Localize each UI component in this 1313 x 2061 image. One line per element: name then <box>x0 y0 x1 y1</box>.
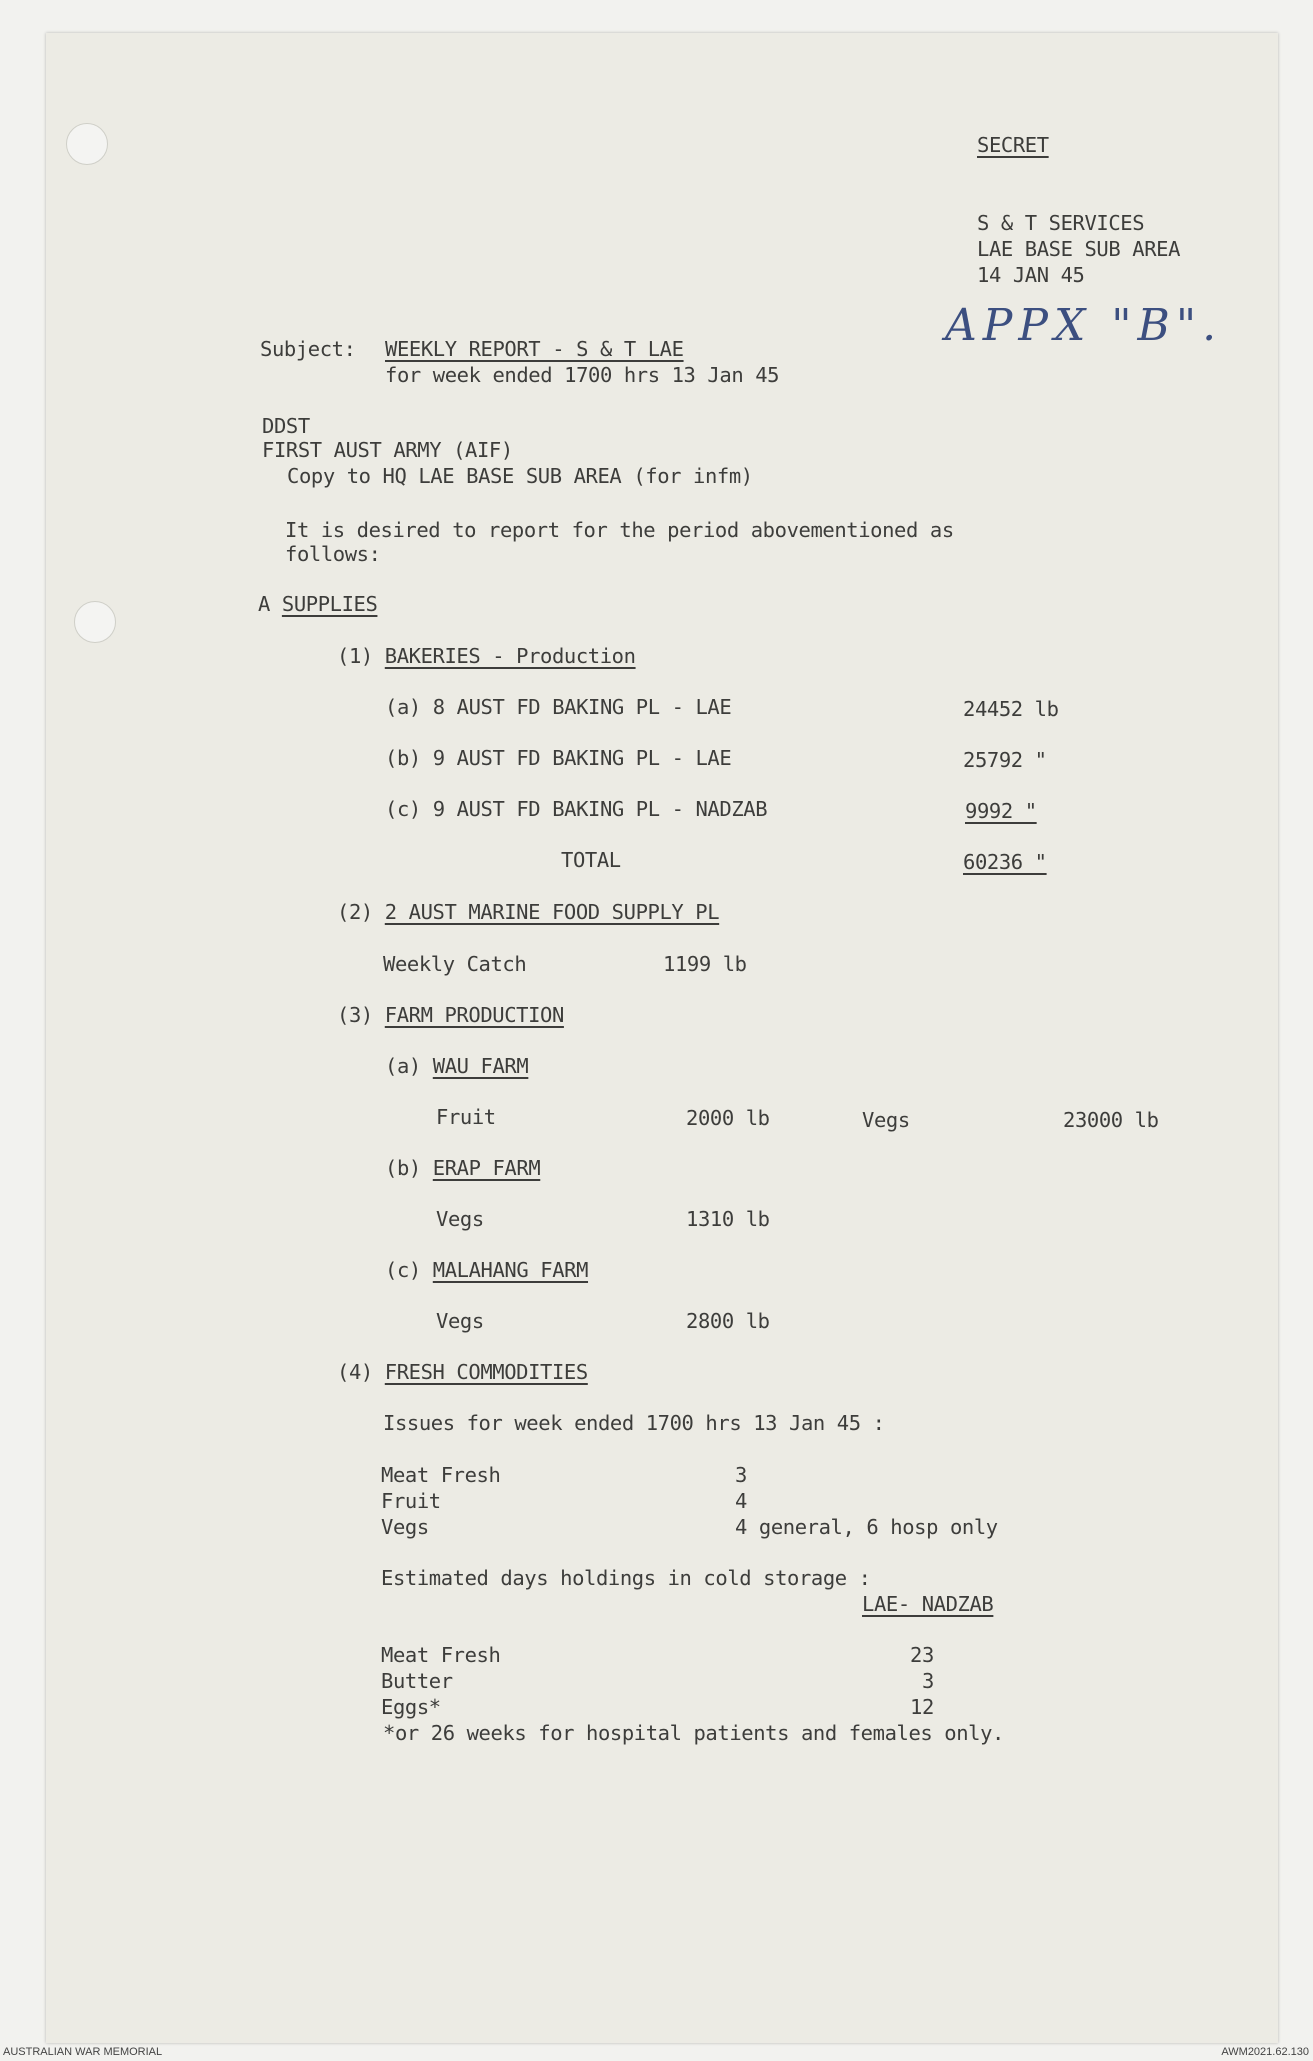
issues-heading: Issues for week ended 1700 hrs 13 Jan 45 : <box>383 1411 885 1435</box>
handwritten-appendix-annotation: APPX "B". <box>945 300 1223 351</box>
bakeries-total-value: 60236 " <box>963 850 1047 874</box>
holding-label: Butter <box>381 1669 453 1693</box>
weekly-catch-label: Weekly Catch <box>383 952 527 976</box>
holding-value: 12 <box>910 1695 934 1719</box>
erap-farm-title: ERAP FARM <box>432 1156 541 1180</box>
bakeries-number: (1) <box>337 644 385 668</box>
malahang-farm-heading <box>385 1258 588 1282</box>
erap-vegs-label: Vegs <box>436 1207 484 1231</box>
malahang-farm-title: MALAHANG FARM <box>432 1258 589 1282</box>
report-date: 14 JAN 45 <box>977 263 1085 287</box>
marine-number: (2) <box>337 900 385 924</box>
issue-value: 4 general, 6 hosp only <box>735 1515 998 1539</box>
marine-title: 2 AUST MARINE FOOD SUPPLY PL <box>384 900 720 924</box>
issue-value: 3 <box>735 1463 747 1487</box>
wau-vegs-label: Vegs <box>862 1108 910 1132</box>
bakery-row-value: 25792 " <box>963 748 1047 772</box>
issue-label: Fruit <box>381 1489 441 1513</box>
subject-period: for week ended 1700 hrs 13 Jan 45 <box>385 363 780 387</box>
bakery-row-label: (c) 9 AUST FD BAKING PL - NADZAB <box>385 797 768 821</box>
section-a-title: SUPPLIES <box>281 592 378 616</box>
footer-source: AUSTRALIAN WAR MEMORIAL <box>3 2046 163 2058</box>
section-a-heading <box>258 592 377 616</box>
issue-label: Meat Fresh <box>381 1463 501 1487</box>
marine-heading <box>337 900 719 924</box>
issue-label: Vegs <box>381 1515 429 1539</box>
bakeries-total-label: TOTAL <box>561 848 621 872</box>
farm-title: FARM PRODUCTION <box>384 1003 564 1027</box>
bakery-row-label: (a) 8 AUST FD BAKING PL - LAE <box>385 695 732 719</box>
fresh-heading <box>337 1360 588 1384</box>
unit-line-1: S & T SERVICES <box>977 211 1145 235</box>
wau-fruit-label: Fruit <box>436 1105 496 1129</box>
subject-title: WEEKLY REPORT - S & T LAE <box>385 337 684 361</box>
weekly-catch-value: 1199 lb <box>663 952 747 976</box>
farm-heading <box>337 1003 564 1027</box>
farm-number: (3) <box>337 1003 385 1027</box>
holding-value: 23 <box>910 1643 934 1667</box>
fresh-number: (4) <box>337 1360 385 1384</box>
wau-vegs-value: 23000 lb <box>1063 1108 1159 1132</box>
wau-farm-number: (a) <box>385 1054 433 1078</box>
holding-label: Meat Fresh <box>381 1643 501 1667</box>
fresh-title: FRESH COMMODITIES <box>384 1360 588 1384</box>
bakeries-title: BAKERIES - Production <box>384 644 636 668</box>
issue-value: 4 <box>735 1489 747 1513</box>
addressee-copy-line: Copy to HQ LAE BASE SUB AREA (for infm) <box>287 464 753 488</box>
footer-accession-number: AWM2021.62.130 <box>1221 2046 1309 2058</box>
addressee-line-1: DDST <box>262 414 310 438</box>
wau-farm-title: WAU FARM <box>432 1054 529 1078</box>
wau-fruit-value: 2000 lb <box>686 1106 770 1130</box>
holdings-heading: Estimated days holdings in cold storage : <box>381 1566 871 1590</box>
holding-value: 3 <box>922 1669 934 1693</box>
malahang-vegs-label: Vegs <box>436 1309 484 1333</box>
bakery-row-label: (b) 9 AUST FD BAKING PL - LAE <box>385 746 732 770</box>
holding-label: Eggs* <box>381 1695 441 1719</box>
erap-farm-heading <box>385 1156 540 1180</box>
unit-line-2: LAE BASE SUB AREA <box>977 237 1181 261</box>
punch-hole-middle <box>74 601 116 643</box>
bakery-row-value: 9992 " <box>965 799 1037 823</box>
intro-line-1: It is desired to report for the period abovementioned as <box>285 518 954 542</box>
punch-hole-top <box>66 123 108 165</box>
erap-farm-number: (b) <box>385 1156 433 1180</box>
malahang-farm-number: (c) <box>385 1258 433 1282</box>
wau-farm-heading <box>385 1054 528 1078</box>
section-a-prefix: A <box>258 592 282 616</box>
classification-marking: SECRET <box>977 133 1049 157</box>
erap-vegs-value: 1310 lb <box>686 1207 770 1231</box>
intro-line-2: follows: <box>285 542 381 566</box>
malahang-vegs-value: 2800 lb <box>686 1309 770 1333</box>
bakery-row-value: 24452 lb <box>963 697 1059 721</box>
holdings-column-heading: LAE- NADZAB <box>862 1592 994 1616</box>
bakeries-heading <box>337 644 636 668</box>
addressee-line-2: FIRST AUST ARMY (AIF) <box>262 438 513 462</box>
subject-label: Subject: <box>260 337 356 361</box>
holdings-footnote: *or 26 weeks for hospital patients and females only. <box>383 1721 1004 1745</box>
